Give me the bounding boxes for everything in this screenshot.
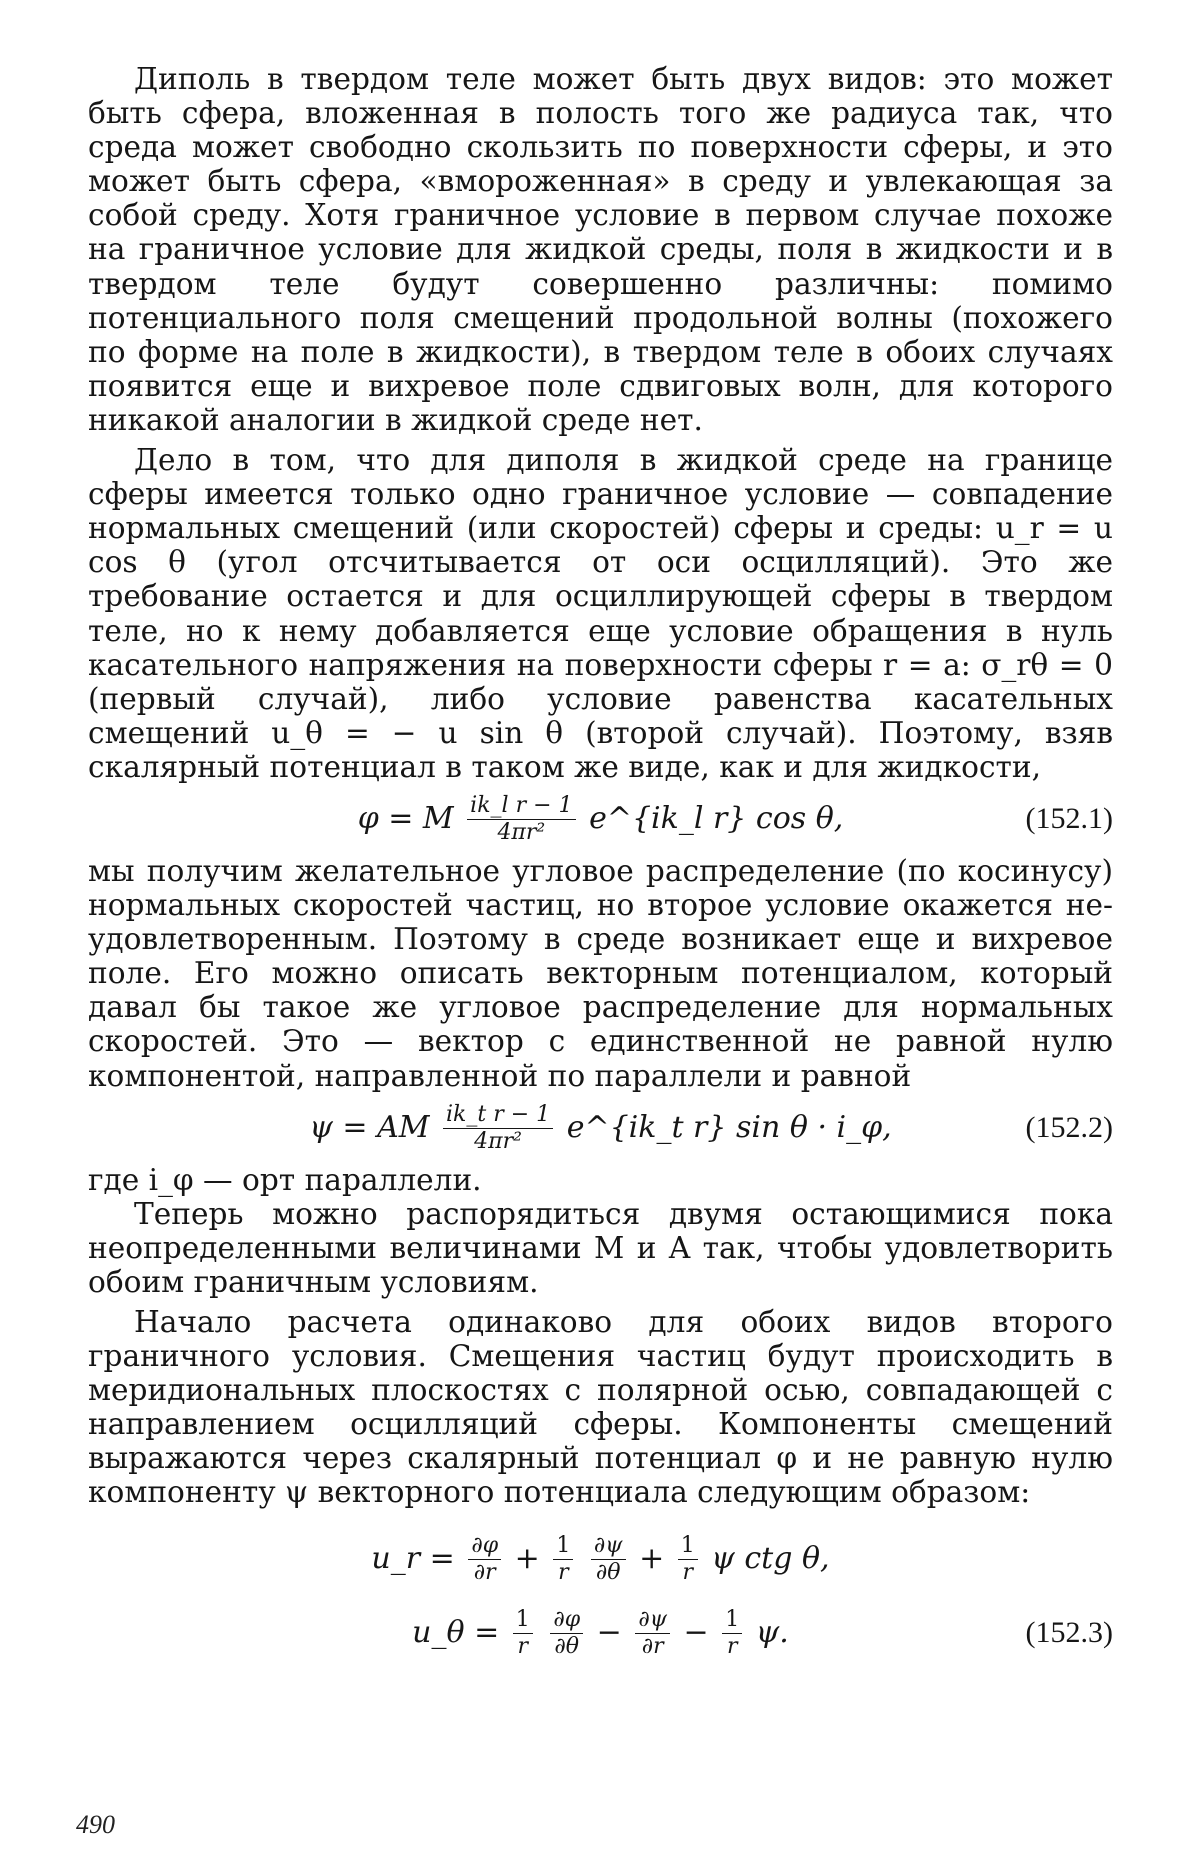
eq3a-f4-denominator: r: [682, 1560, 694, 1586]
eq3b-fraction-2: [550, 1609, 583, 1658]
eq3b-f2-denominator: ∂θ: [554, 1634, 580, 1660]
eq1-numerator: ik_l r − 1: [467, 795, 575, 820]
equation-number-152-2: (152.2): [1025, 1110, 1113, 1144]
eq3b-minus-2: −: [683, 1614, 709, 1650]
equation-152-2: [88, 1093, 1113, 1163]
eq3b-f1-numerator: 1: [513, 1609, 533, 1634]
eq3b-f4-denominator: r: [726, 1634, 738, 1660]
paragraph-2: Дело в том, что для диполя в жидкой среде на границе сферы имеется только одно граничное условие — совпадение нормальных смещений (или скоростей) сферы и среды: u_r = u cos θ (угол отсчитывается от оси осцилляций). Это же требование остается и для осциллирующей сферы в твердом теле, но к нему добавляется еще условие обращения в нуль касательного напряжения на поверхности сферы r = a: σ_rθ = 0 (первый случай), либо условие равенства касательных смещений u_θ = − u sin θ (второй случай). Поэтому, взяв скалярный потенциал в таком же виде, как и для жидкости,: [88, 443, 1113, 784]
eq3a-fraction-3: [591, 1535, 626, 1584]
equation-152-3-line-1: [88, 1524, 1113, 1594]
eq3a-fraction-2: [553, 1535, 573, 1584]
eq1-lhs: φ = M: [357, 800, 454, 836]
eq3b-fraction-1: [513, 1609, 533, 1658]
eq2-fraction: [443, 1104, 553, 1153]
equation-number-152-3: (152.3): [1025, 1615, 1113, 1649]
equation-152-3-line-2: [88, 1598, 1113, 1668]
eq3b-tail: ψ.: [755, 1614, 789, 1650]
page-body: [88, 62, 1113, 1674]
equation-152-1-formula: [88, 784, 1113, 854]
eq3b-f4-numerator: 1: [722, 1609, 742, 1634]
eq1-tail: e^{ik_l r} cos θ,: [589, 800, 844, 836]
page-number: 490: [76, 1810, 115, 1839]
eq3a-plus-1: +: [514, 1540, 540, 1576]
paragraph-6: Начало расчета одинаково для обоих видов второго граничного условия. Смещения частиц будут происходить в меридиональных плоскостях с полярной осью, совпадающей с направлением осцилляций сферы. Компоненты смещений выражаются через скалярный потенциал φ и не равную нулю компоненту ψ векторного потенциала следующим образом:: [88, 1305, 1113, 1510]
eq1-denominator: 4πr²: [497, 820, 546, 846]
paragraph-4: где i_φ — орт параллели.: [88, 1162, 482, 1197]
eq3b-f3-denominator: ∂r: [641, 1634, 664, 1660]
eq3a-f2-numerator: 1: [553, 1535, 573, 1560]
equation-152-2-formula: [88, 1093, 1113, 1163]
paragraph-5: Теперь можно распорядиться двумя остающимися пока неопределенными величинами M и A так, чтобы удовлетворить обоим граничным условиям.: [88, 1196, 1113, 1299]
equation-number-152-1: (152.1): [1025, 801, 1113, 835]
eq3a-f2-denominator: r: [558, 1560, 569, 1586]
eq3a-tail: ψ ctg θ,: [711, 1540, 830, 1576]
eq3a-f1-denominator: ∂r: [473, 1560, 496, 1586]
eq3a-f3-numerator: ∂ψ: [591, 1535, 626, 1560]
eq3b-f3-numerator: ∂ψ: [635, 1609, 670, 1634]
eq3b-fraction-4: [722, 1609, 742, 1658]
equation-152-3: [88, 1524, 1113, 1674]
eq3a-f3-denominator: ∂θ: [595, 1560, 621, 1586]
eq3a-f1-numerator: ∂φ: [468, 1535, 501, 1560]
eq3a-fraction-1: [468, 1535, 501, 1584]
eq3b-f2-numerator: ∂φ: [550, 1609, 583, 1634]
paragraph-3: мы получим желательное угловое распределение (по косинусу) нормальных скоростей частиц, но второе условие окажется неудовлетворенным. Поэтому в среде возникает еще и вихревое поле. Его можно описать векторным потенциалом, который давал бы такое же угловое распределение для нормальных скоростей. Это — вектор с единственной не равной нулю компонентой, направленной по параллели и равной: [88, 853, 1113, 1093]
eq3a-lhs: u_r =: [371, 1540, 455, 1576]
eq3a-plus-2: +: [639, 1540, 665, 1576]
equation-152-1: [88, 784, 1113, 854]
eq3b-f1-denominator: r: [517, 1634, 529, 1660]
eq2-lhs: ψ = AM: [309, 1109, 430, 1145]
paragraph-1: Диполь в твердом теле может быть двух видов: это может быть сфера, вложенная в полость того же радиуса так, что среда может свободно скользить по поверхности сферы, и это может быть сфера, «вмороженная» в среду и увлекающая за собой среду. Хотя граничное условие в первом случае похоже на граничное условие для жидкой среды, поля в жидкости и в твердом теле будут совершенно различны: помимо потенциального поля смещений продольной волны (похожего по форме на поле в жидкости), в твердом теле в обоих случаях появится еще и вихревое поле сдвиговых волн, для которого никакой аналогии в жидкой среде нет.: [88, 62, 1113, 437]
eq3a-f4-numerator: 1: [678, 1535, 698, 1560]
eq2-denominator: 4πr²: [474, 1129, 522, 1155]
eq3b-fraction-3: [635, 1609, 670, 1658]
eq2-numerator: ik_t r − 1: [443, 1104, 553, 1129]
eq2-tail: e^{ik_t r} sin θ · i_φ,: [566, 1109, 892, 1145]
eq3b-lhs: u_θ =: [412, 1614, 500, 1650]
eq3a-fraction-4: [678, 1535, 698, 1584]
eq3b-minus-1: −: [596, 1614, 622, 1650]
eq1-fraction: [467, 795, 575, 844]
